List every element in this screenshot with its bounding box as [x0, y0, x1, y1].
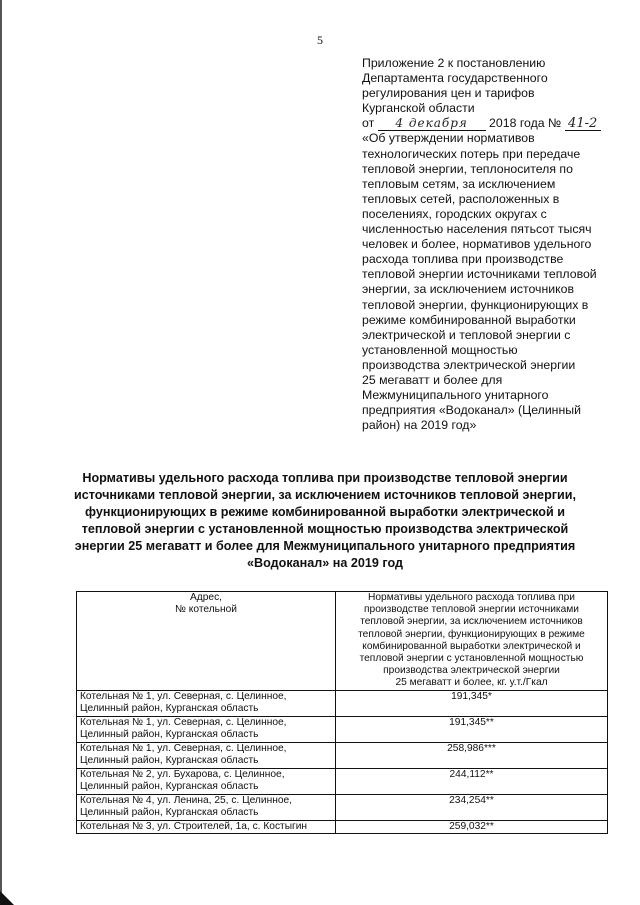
header-norm-line: производства электрической энергии: [383, 665, 560, 677]
page-number: 5: [317, 33, 323, 47]
subject-line: район) на 2019 год»: [362, 418, 477, 433]
address-line: Целинный район, Курганская область: [80, 729, 259, 741]
table-row: [77, 794, 608, 820]
date-middle: 2018 года №: [489, 116, 562, 131]
subject-line: тепловой энергии, теплоносителя по: [362, 161, 573, 176]
document-title: [60, 470, 590, 572]
subject-line: электрической и тепловой энергии с: [362, 327, 571, 342]
table-row: [77, 690, 608, 716]
row-address: [77, 690, 336, 716]
table-header-row: [77, 592, 608, 691]
appendix-date-line: [362, 116, 624, 131]
appendix-line: Департамента государственного: [362, 71, 548, 86]
address-line: Котельная № 1, ул. Северная, с. Целинное,: [80, 690, 287, 702]
table-row: [77, 742, 608, 768]
title-line: «Водоканал» на 2019 год: [247, 556, 403, 570]
row-value: 234,254**: [336, 794, 608, 820]
row-value: 191,345*: [336, 690, 608, 716]
address-line: Котельная № 1, ул. Северная, с. Целинное,: [80, 716, 287, 728]
header-address-line: № котельной: [175, 604, 237, 616]
header-norm-line: производстве тепловой энергии источниками: [364, 604, 579, 616]
scan-left-edge: [0, 0, 2, 905]
subject-line: режиме комбинированной выработки: [362, 312, 576, 327]
subject-line: тепловых сетей, расположенных в: [362, 191, 560, 206]
title-line: энергии 25 мегаватт и более для Межмуниципального унитарного предприятия: [74, 539, 576, 553]
subject-line: поселениях, городских округах с: [362, 206, 547, 221]
subject-line: тепловым сетям, за исключением: [362, 176, 556, 191]
date-prefix: от: [362, 116, 375, 131]
title-line: источниками тепловой энергии, за исключением источников тепловой энергии,: [73, 488, 576, 502]
subject-line: производства электрической энергии: [362, 357, 576, 372]
row-value: 244,112**: [336, 768, 608, 794]
header-norm-line: Нормативы удельного расхода топлива при: [368, 592, 575, 603]
header-norm-line: тепловой энергии, за исключением источников: [360, 616, 583, 628]
address-line: Целинный район, Курганская область: [80, 807, 259, 819]
scan-corner-mark: [0, 891, 14, 905]
header-norm: [336, 592, 608, 691]
row-value: 258,986***: [336, 742, 608, 768]
header-norm-line: тепловой энергии, функционирующих в режиме: [358, 628, 585, 640]
appendix-line: Приложение 2 к постановлению: [362, 56, 546, 70]
appendix-line: регулирования цен и тарифов: [362, 86, 535, 101]
subject-line: «Об утверждении нормативов: [362, 131, 535, 146]
address-line: Котельная № 3, ул. Строителей, 1а, с. Костыгин: [80, 820, 308, 832]
subject-line: предприятия «Водоканал» (Целинный: [362, 403, 581, 418]
row-address: [77, 820, 336, 834]
title-line: функционирующих в режиме комбинированной выработки электрической и: [85, 505, 565, 519]
table-row: [77, 716, 608, 742]
handwritten-date: 4 декабря: [378, 117, 486, 131]
subject-line: тепловой энергии, функционирующих в: [362, 297, 589, 312]
row-value: 259,032**: [336, 820, 608, 834]
header-norm-line: 25 мегаватт и более, кг. у.т./Гкал: [395, 677, 548, 689]
norms-table: [76, 591, 608, 834]
address-line: Целинный район, Курганская область: [80, 781, 259, 793]
header-address-line: Адрес,: [190, 592, 222, 603]
subject-line: технологических потерь при передаче: [362, 146, 581, 161]
appendix-block: [362, 56, 624, 433]
address-line: Котельная № 4, ул. Ленина, 25, с. Целинное,: [80, 794, 292, 806]
subject-line: расхода топлива при производстве: [362, 252, 564, 267]
title-line: тепловой энергии с установленной мощностью производства электрической: [81, 522, 569, 536]
subject-line: установленной мощностью: [362, 342, 518, 357]
header-norm-line: комбинированной выработки электрической и: [362, 640, 581, 652]
row-address: [77, 768, 336, 794]
address-line: Котельная № 2, ул. Бухарова, с. Целинное,: [80, 768, 285, 780]
table-row: [77, 768, 608, 794]
handwritten-number: 41-2: [565, 117, 601, 131]
subject-line: Межмуниципального унитарного: [362, 388, 549, 403]
appendix-line: Курганской области: [362, 101, 475, 116]
subject-line: тепловой энергии источниками тепловой: [362, 267, 597, 282]
row-address: [77, 742, 336, 768]
title-line: Нормативы удельного расхода топлива при производстве тепловой энергии: [82, 471, 568, 485]
subject-line: 25 мегаватт и более для: [362, 372, 503, 387]
address-line: Целинный район, Курганская область: [80, 755, 259, 767]
address-line: Целинный район, Курганская область: [80, 703, 259, 715]
address-line: Котельная № 1, ул. Северная, с. Целинное,: [80, 742, 287, 754]
row-value: 191,345**: [336, 716, 608, 742]
row-address: [77, 716, 336, 742]
row-address: [77, 794, 336, 820]
table-row: [77, 820, 608, 834]
header-address: [77, 592, 336, 691]
subject-line: энергии, за исключением источников: [362, 282, 575, 297]
header-norm-line: тепловой энергии с установленной мощностью: [359, 653, 584, 665]
subject-line: человек и более, нормативов удельного: [362, 237, 592, 252]
subject-line: численностью населения пятьсот тысяч: [362, 222, 592, 237]
